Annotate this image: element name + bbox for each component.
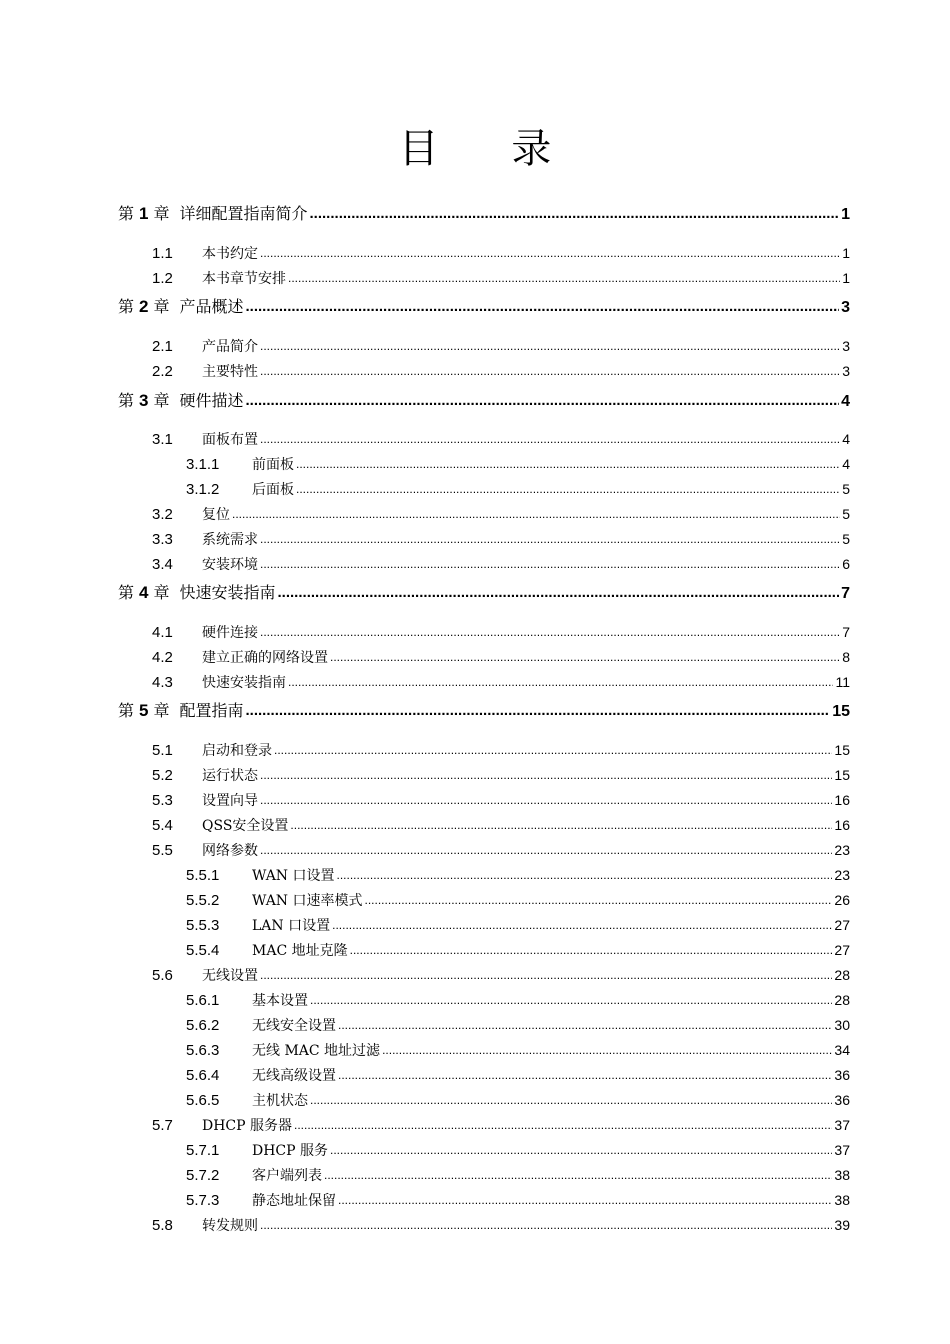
chapter-prefix: 第 bbox=[118, 583, 135, 602]
page-number: 11 bbox=[835, 674, 850, 690]
page-number: 7 bbox=[842, 624, 850, 640]
page-number: 39 bbox=[834, 1217, 850, 1233]
chapter-prefix: 第 bbox=[118, 701, 135, 720]
entry-title: 复位 bbox=[202, 507, 230, 523]
dot-leader bbox=[338, 1190, 832, 1210]
dot-leader bbox=[290, 815, 832, 835]
entry-title: 产品简介 bbox=[202, 339, 258, 355]
entry-title: 无线安全设置 bbox=[252, 1018, 336, 1034]
toc-entry-section[interactable] bbox=[152, 672, 850, 692]
entry-number: 5.2 bbox=[152, 767, 173, 784]
entry-number: 5.3 bbox=[152, 792, 173, 809]
page-number: 3 bbox=[842, 338, 850, 354]
page-title: 目 录 bbox=[398, 126, 582, 172]
entry-number: 5.6.2 bbox=[186, 1017, 220, 1034]
toc-entry-section[interactable] bbox=[152, 504, 850, 524]
toc-entry-section[interactable] bbox=[152, 361, 850, 381]
page-number: 8 bbox=[842, 649, 850, 665]
entry-title: 硬件连接 bbox=[202, 625, 258, 641]
dot-leader bbox=[260, 765, 832, 785]
page-number: 5 bbox=[842, 531, 850, 547]
dot-leader bbox=[288, 268, 840, 288]
dot-leader bbox=[310, 990, 832, 1010]
toc-entry-chapter[interactable] bbox=[118, 700, 850, 722]
toc-entry-section[interactable] bbox=[152, 622, 850, 642]
page-number: 15 bbox=[834, 767, 850, 783]
entry-number: 5.8 bbox=[152, 1217, 173, 1234]
entry-number: 3.4 bbox=[152, 556, 173, 573]
toc-entry-chapter[interactable] bbox=[118, 582, 850, 604]
dot-leader bbox=[232, 504, 840, 524]
entry-title: 无线设置 bbox=[202, 968, 258, 984]
entry-title: 运行状态 bbox=[202, 768, 258, 784]
dot-leader bbox=[296, 479, 840, 499]
toc-entry-section[interactable] bbox=[152, 554, 850, 574]
dot-leader bbox=[260, 554, 840, 574]
dot-leader bbox=[382, 1040, 832, 1060]
page-number: 4 bbox=[842, 431, 850, 447]
toc-entry-section[interactable] bbox=[152, 790, 850, 810]
entry-title: 安装环境 bbox=[202, 557, 258, 573]
page-number: 28 bbox=[834, 992, 850, 1008]
chapter-suffix: 章 bbox=[153, 297, 170, 316]
page-number: 1 bbox=[841, 206, 850, 223]
entry-title: 系统需求 bbox=[202, 532, 258, 548]
page-number: 27 bbox=[834, 917, 850, 933]
toc-entry-section[interactable] bbox=[152, 1115, 850, 1135]
page-number: 5 bbox=[842, 506, 850, 522]
toc-entry-subsection[interactable] bbox=[186, 1065, 850, 1085]
dot-leader bbox=[337, 865, 833, 885]
toc-entry-section[interactable] bbox=[152, 1215, 850, 1235]
entry-number: 4.2 bbox=[152, 649, 173, 666]
entry-number: 5.5.1 bbox=[186, 867, 220, 884]
toc-entry-subsection[interactable] bbox=[186, 865, 850, 885]
page-number: 4 bbox=[841, 393, 850, 410]
chapter-suffix: 章 bbox=[153, 701, 170, 720]
page-number: 16 bbox=[834, 792, 850, 808]
dot-leader bbox=[246, 389, 840, 412]
dot-leader bbox=[260, 622, 840, 642]
dot-leader bbox=[310, 202, 840, 225]
dot-leader bbox=[332, 915, 832, 935]
entry-title: DHCP 服务 bbox=[252, 1143, 329, 1159]
dot-leader bbox=[260, 840, 832, 860]
entry-title: 转发规则 bbox=[202, 1218, 258, 1234]
page-number: 30 bbox=[834, 1017, 850, 1033]
page-number: 38 bbox=[834, 1167, 850, 1183]
entry-title: 无线高级设置 bbox=[252, 1068, 336, 1084]
entry-title: 网络参数 bbox=[202, 843, 258, 859]
toc-entry-subsection[interactable] bbox=[186, 454, 850, 474]
dot-leader bbox=[278, 581, 840, 604]
page-number: 5 bbox=[842, 481, 850, 497]
toc-entry-subsection[interactable] bbox=[186, 1040, 850, 1060]
entry-number: 5.6.1 bbox=[186, 992, 220, 1009]
entry-number: 5.5.4 bbox=[186, 942, 220, 959]
dot-leader bbox=[274, 740, 832, 760]
toc-entry-section[interactable] bbox=[152, 429, 850, 449]
entry-number: 5.7 bbox=[152, 1117, 173, 1134]
entry-number: 5.6.3 bbox=[186, 1042, 220, 1059]
dot-leader bbox=[288, 672, 833, 692]
page-number: 1 bbox=[842, 245, 850, 261]
page-number: 15 bbox=[834, 742, 850, 758]
chapter-title: 产品概述 bbox=[179, 297, 244, 316]
entry-number: 5.5.2 bbox=[186, 892, 220, 909]
dot-leader bbox=[260, 1215, 832, 1235]
entry-title: 主机状态 bbox=[252, 1093, 308, 1109]
page-number: 16 bbox=[834, 817, 850, 833]
chapter-title: 硬件描述 bbox=[179, 391, 244, 410]
page-number: 26 bbox=[834, 892, 850, 908]
entry-number: 3.3 bbox=[152, 531, 173, 548]
toc-entry-section[interactable] bbox=[152, 840, 850, 860]
chapter-number: 1 bbox=[139, 204, 149, 223]
entry-title: 设置向导 bbox=[202, 793, 258, 809]
page-number: 37 bbox=[834, 1142, 850, 1158]
entry-number: 5.7.1 bbox=[186, 1142, 220, 1159]
entry-title: LAN 口设置 bbox=[252, 918, 331, 934]
chapter-prefix: 第 bbox=[118, 297, 135, 316]
page-number: 7 bbox=[841, 585, 850, 602]
entry-title: 本书约定 bbox=[202, 246, 258, 262]
toc-entry-subsection[interactable] bbox=[186, 479, 850, 499]
toc-entry-chapter[interactable] bbox=[118, 390, 850, 412]
chapter-title: 配置指南 bbox=[179, 701, 244, 720]
page-number: 37 bbox=[834, 1117, 850, 1133]
dot-leader bbox=[260, 429, 840, 449]
entry-title: QSS安全设置 bbox=[202, 818, 289, 834]
chapter-title: 快速安装指南 bbox=[179, 583, 276, 602]
chapter-prefix: 第 bbox=[118, 391, 135, 410]
dot-leader bbox=[324, 1165, 832, 1185]
entry-number: 5.6.4 bbox=[186, 1067, 220, 1084]
entry-number: 3.1.2 bbox=[186, 481, 220, 498]
dot-leader bbox=[330, 1140, 832, 1160]
toc-entry-chapter[interactable] bbox=[118, 296, 850, 318]
entry-number: 5.7.2 bbox=[186, 1167, 220, 1184]
entry-title: WAN 口设置 bbox=[252, 868, 335, 884]
page-number: 3 bbox=[841, 299, 850, 316]
dot-leader bbox=[294, 1115, 832, 1135]
page-number: 27 bbox=[834, 942, 850, 958]
toc-entry-subsection[interactable] bbox=[186, 1015, 850, 1035]
page-number: 4 bbox=[842, 456, 850, 472]
entry-number: 3.1 bbox=[152, 431, 173, 448]
page-number: 15 bbox=[832, 703, 850, 720]
entry-title: 基本设置 bbox=[252, 993, 308, 1009]
dot-leader bbox=[350, 940, 833, 960]
entry-number: 1.2 bbox=[152, 270, 173, 287]
page-number: 23 bbox=[834, 842, 850, 858]
entry-title: WAN 口速率模式 bbox=[252, 893, 363, 909]
entry-number: 3.2 bbox=[152, 506, 173, 523]
chapter-suffix: 章 bbox=[153, 583, 170, 602]
dot-leader bbox=[310, 1090, 832, 1110]
entry-number: 5.1 bbox=[152, 742, 173, 759]
toc-entry-subsection[interactable] bbox=[186, 990, 850, 1010]
dot-leader bbox=[260, 336, 840, 356]
toc-entry-subsection[interactable] bbox=[186, 1165, 850, 1185]
entry-number: 5.7.3 bbox=[186, 1192, 220, 1209]
entry-title: MAC 地址克隆 bbox=[252, 943, 348, 959]
entry-number: 2.2 bbox=[152, 363, 173, 380]
page-number: 36 bbox=[834, 1067, 850, 1083]
dot-leader bbox=[260, 790, 832, 810]
chapter-number: 5 bbox=[139, 701, 149, 720]
toc-entry-section[interactable] bbox=[152, 815, 850, 835]
dot-leader bbox=[260, 361, 840, 381]
toc-entry-section[interactable] bbox=[152, 765, 850, 785]
toc-entry-subsection[interactable] bbox=[186, 1140, 850, 1160]
entry-number: 1.1 bbox=[152, 245, 173, 262]
page-number: 36 bbox=[834, 1092, 850, 1108]
entry-title: 前面板 bbox=[252, 457, 294, 473]
page-number: 6 bbox=[842, 556, 850, 572]
toc-entry-subsection[interactable] bbox=[186, 940, 850, 960]
entry-number: 5.5.3 bbox=[186, 917, 220, 934]
dot-leader bbox=[260, 243, 840, 263]
toc-entry-section[interactable] bbox=[152, 336, 850, 356]
toc-entry-section[interactable] bbox=[152, 740, 850, 760]
chapter-number: 4 bbox=[139, 583, 149, 602]
dot-leader bbox=[338, 1065, 832, 1085]
entry-number: 4.1 bbox=[152, 624, 173, 641]
entry-number: 5.6 bbox=[152, 967, 173, 984]
dot-leader bbox=[365, 890, 833, 910]
toc-entry-chapter[interactable] bbox=[118, 203, 850, 225]
chapter-prefix: 第 bbox=[118, 204, 135, 223]
dot-leader bbox=[260, 965, 832, 985]
entry-title: DHCP 服务器 bbox=[202, 1118, 293, 1134]
toc-entry-section[interactable] bbox=[152, 243, 850, 263]
dot-leader bbox=[338, 1015, 832, 1035]
entry-title: 启动和登录 bbox=[202, 743, 272, 759]
chapter-number: 2 bbox=[139, 297, 149, 316]
page-number: 23 bbox=[834, 867, 850, 883]
toc-entry-subsection[interactable] bbox=[186, 1190, 850, 1210]
page-number: 3 bbox=[842, 363, 850, 379]
dot-leader bbox=[246, 295, 840, 318]
entry-number: 3.1.1 bbox=[186, 456, 220, 473]
entry-title: 快速安装指南 bbox=[202, 675, 286, 691]
dot-leader bbox=[260, 529, 840, 549]
chapter-suffix: 章 bbox=[153, 204, 170, 223]
entry-title: 主要特性 bbox=[202, 364, 258, 380]
dot-leader bbox=[330, 647, 840, 667]
dot-leader bbox=[246, 699, 831, 722]
entry-title: 本书章节安排 bbox=[202, 271, 286, 287]
toc-entry-section[interactable] bbox=[152, 647, 850, 667]
entry-number: 5.6.5 bbox=[186, 1092, 220, 1109]
page-number: 38 bbox=[834, 1192, 850, 1208]
entry-title: 静态地址保留 bbox=[252, 1193, 336, 1209]
entry-title: 客户端列表 bbox=[252, 1168, 322, 1184]
toc-entry-section[interactable] bbox=[152, 965, 850, 985]
entry-title: 建立正确的网络设置 bbox=[202, 650, 328, 666]
page-number: 1 bbox=[842, 270, 850, 286]
chapter-number: 3 bbox=[139, 391, 149, 410]
toc-entry-subsection[interactable] bbox=[186, 1090, 850, 1110]
toc-entry-section[interactable] bbox=[152, 268, 850, 288]
entry-number: 4.3 bbox=[152, 674, 173, 691]
toc-entry-subsection[interactable] bbox=[186, 890, 850, 910]
page-number: 34 bbox=[834, 1042, 850, 1058]
entry-title: 面板布置 bbox=[202, 432, 258, 448]
page-number: 28 bbox=[834, 967, 850, 983]
toc-entry-subsection[interactable] bbox=[186, 915, 850, 935]
chapter-title: 详细配置指南简介 bbox=[179, 204, 308, 223]
entry-number: 5.5 bbox=[152, 842, 173, 859]
toc-entry-section[interactable] bbox=[152, 529, 850, 549]
dot-leader bbox=[296, 454, 840, 474]
entry-title: 后面板 bbox=[252, 482, 294, 498]
chapter-suffix: 章 bbox=[153, 391, 170, 410]
entry-number: 2.1 bbox=[152, 338, 173, 355]
entry-title: 无线 MAC 地址过滤 bbox=[252, 1043, 381, 1059]
entry-number: 5.4 bbox=[152, 817, 173, 834]
